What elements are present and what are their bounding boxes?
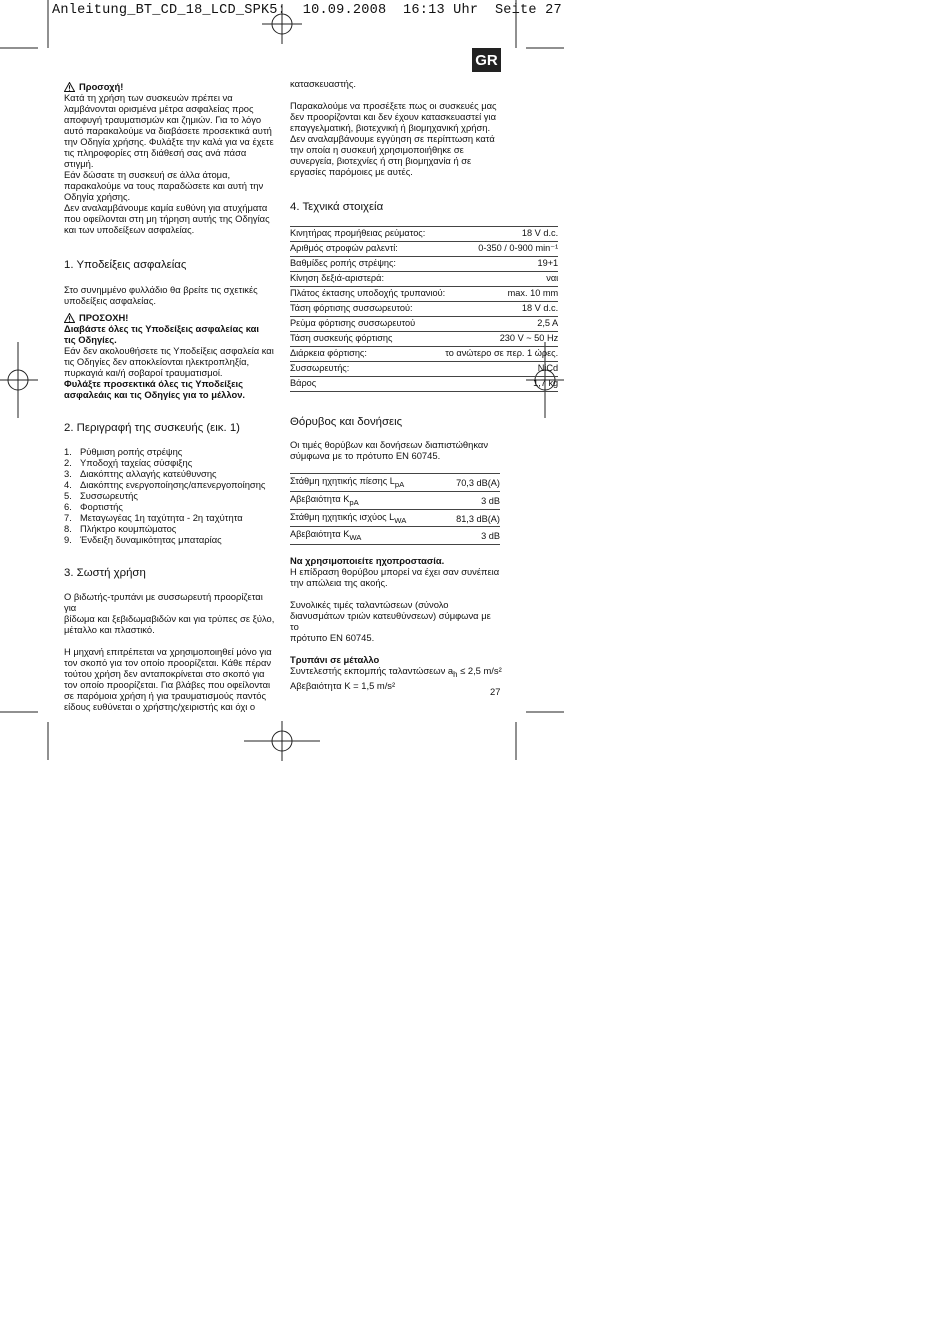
warning-bold-text [64,323,276,345]
text-line: τούτου χρήση δεν ανταποκρίνεται στο σκοπό για [64,668,265,679]
table-row: Κίνηση δεξιά-αριστερά: ναι [290,272,558,287]
section-3-para-2 [64,646,276,712]
list-item: 1. Ρύθμιση ροπής στρέψης [64,446,183,457]
warning-triangle-icon [64,313,75,323]
table-row: Στάθμη ηχητικής πίεσης $L_{pA}$ 70,3 dB(A) [290,474,500,492]
text-line: τον οποίο προορίζεται. Για βλάβες που οφείλονται [64,679,271,690]
text-line: αυτό παρακαλούμε να διαβάσετε προσεκτικά αυτή [64,125,272,136]
table-row: Διάρκεια φόρτισης: το ανώτερο σε περ. 1 ώρες. [290,347,558,362]
table-row: Βάρος 1,7 kg [290,377,558,392]
table-row: Αβεβαιότητα $K_{WA}$ 3 dB [290,527,500,545]
drill-uncertainty-line: Αβεβαιότητα K = 1,5 m/s² [290,680,396,692]
table-row: Αβεβαιότητα $K_{pA}$ 3 dB [290,491,500,509]
list-item: 6. Φορτιστής [64,501,123,512]
warning-heading [64,312,276,323]
text-line: που οφείλονται στη μη τήρηση αυτής της Οδηγίας [64,213,270,224]
registration-mark-left [0,342,38,418]
attention-text [64,92,276,235]
noise-intro [290,439,502,461]
warning-triangle-icon [64,82,75,92]
warning-keep-text [64,378,276,400]
continued-line: κατασκευαστής. [290,78,357,89]
list-item: 9. Ένδειξη δυναμικότητας μπαταρίας [64,534,222,545]
left-column [64,81,276,712]
section-3-title: 3. Σωστή χρήση [64,567,146,579]
page-number: 27 [490,686,501,697]
text-line: Εάν δεν ακολουθήσετε τις Υποδείξεις ασφαλεία και [64,345,274,356]
text-line: Συνολικές τιμές ταλαντώσεων (σύνολο [290,599,449,611]
table-row: Τάση φόρτισης συσσωρευτού: 18 V d.c. [290,302,558,317]
vibration-text [290,599,502,643]
text-line: μέταλλο και πλαστικό. [64,624,155,635]
text-line: την οποία η συσκευή χρησιμοποιήθηκε σε [290,144,464,155]
hearing-protection-note: Να χρησιμοποιείτε ηχοπροστασία. [290,555,445,567]
text-line: είδους ευθύνεται ο χρήστης/χειριστής και όχι ο [64,701,256,712]
text-line: Στο συνημμένο φυλλάδιο θα βρείτε τις σχετικές [64,284,258,295]
text-line: τις Οδηγίες. [64,334,117,345]
text-line: Εάν δώσατε τη συσκευή σε άλλα άτομα, [64,169,231,180]
text-line: διανυσμάτων τριών κατευθύνσεων) σύμφωνα με το [290,610,491,633]
table-row: Ρεύμα φόρτισης συσσωρευτού 2,5 A [290,317,558,332]
drill-metal-title: Τρυπάνι σε μέταλλο [290,654,380,666]
country-badge: GR [472,48,501,72]
text-line: σε παρόμοια χρήση ή για τραυματισμούς παντός [64,690,267,701]
section-1-title: 1. Υποδείξεις ασφαλείας [64,259,187,271]
text-line: δεν προορίζονται και δεν έχουν κατασκευαστεί για [290,111,497,122]
print-slug: Anleitung_BT_CD_18_LCD_SPK5: 10.09.2008 16:13 Uhr Seite 27 [52,3,562,18]
text-line: λαμβάνονται ορισμένα μέτρα ασφαλείας προς [64,103,254,114]
list-item: 7. Μεταγωγέας 1η ταχύτητα - 2η ταχύτητα [64,512,243,523]
table-row: Κινητήρας προμήθειας ρεύματος: 18 V d.c. [290,227,558,242]
text-line: Παρακαλούμε να προσέξετε πως οι συσκευές μας [290,100,497,111]
registration-mark-top [262,4,302,44]
table-row: Αριθμός στροφών ραλεντί: 0-350 / 0-900 min⁻¹ [290,242,558,257]
text-line: Κατά τη χρήση των συσκευών πρέπει να [64,92,233,103]
section-1-text [64,284,276,306]
list-item: 8. Πλήκτρο κουμπώματος [64,523,177,534]
text-line: Οι τιμές θορύβων και δονήσεων διαπιστώθηκαν [290,439,489,450]
text-line: ασφαλεάις και τις Οδηγίες για το μέλλον. [64,389,246,400]
text-line: πρότυπο EN 60745. [290,632,375,644]
section-2-title: 2. Περιγραφή της συσκευής (εικ. 1) [64,422,240,434]
text-line: αποφυγή τραυματισμών και ζημιών. Για το λόγο [64,114,262,125]
tech-specs-table [290,226,558,392]
text-line: σύμφωνα με το πρότυπο EN 60745. [290,450,441,461]
text-line: πυρκαγιά και/ή σοβαροί τραυματισμοί. [64,367,223,378]
text-line: Φυλάξτε προσεκτικά όλες τις Υποδείξεις [64,378,244,389]
list-item: 5. Συσσωρευτής [64,490,138,501]
parts-list [64,446,276,545]
text-line: επαγγελματική, βιοτεχνική ή βιομηχανική χρήση. [290,122,491,133]
text-line: την απώλεια της ακοής. [290,577,388,589]
text-line: τον σκοπό για τον οποίο προορίζεται. Κάθε πέραν [64,657,272,668]
text-line: Η μηχανή επιτρέπεται να χρησιμοποιηθεί μόνο για [64,646,272,657]
section-3-para-1 [64,591,276,635]
text-line: τις πληροφορίες στη διάθεσή σας ανά πάσα στιγμή. [64,147,247,169]
warning-title: ΠΡΟΣΟΧΗ! [79,312,129,323]
warranty-paragraph [290,100,502,177]
text-line: την Οδηγία χρήσης. Φυλάξτε την καλά για να έχετε [64,136,274,147]
text-line: Οδηγία χρήσης. [64,191,131,202]
noise-table [290,473,500,545]
text-line: βίδωμα και ξεβιδωμαβιδών και για τρύπες σε ξύλο, [64,613,275,624]
list-item: 4. Διακόπτης ενεργοποίησης/απενεργοποίησης [64,479,266,490]
list-item: 2. Υποδοχή ταχείας σύσφιξης [64,457,193,468]
table-row: Στάθμη ηχητικής ισχύος $L_{WA}$ 81,3 dB(A) [290,509,500,527]
text-line: Δεν αναλαμβάνουμε καμία ευθύνη για ατυχήματα [64,202,268,213]
text-line: παρακαλούμε να τους παραδώσετε και αυτή την [64,180,264,191]
table-row: Βαθμίδες ροπής στρέψης: 19+1 [290,257,558,272]
attention-title: Προσοχή! [79,81,124,92]
table-row: Τάση συσκευής φόρτισης 230 V ~ 50 Hz [290,332,558,347]
text-line: Η επίδραση θορύβου μπορεί να έχει σαν συνέπεια [290,566,500,578]
text-line: υποδείξεις ασφαλείας. [64,295,156,306]
text-line: Δεν αναλαμβάνουμε εγγύηση σε περίπτωση κατά [290,133,495,144]
text-line: και των υποδείξεων ασφαλείας. [64,224,195,235]
list-item: 3. Διακόπτης αλλαγής κατεύθυνσης [64,468,217,479]
text-line: Διαβάστε όλες τις Υποδείξεις ασφαλείας και [64,323,259,334]
text-line: τις Οδηγίες δεν αποκλείονται ηλεκτροπληξία, [64,356,250,367]
hearing-text [290,566,502,588]
drill-emission-line: Συντελεστής εκπομπής ταλαντώσεων $a_h \le 2,5$ m/s² [290,665,502,680]
section-4-title: 4. Τεχνικά στοιχεία [290,201,384,213]
attention-heading [64,81,276,92]
table-row: Συσσωρευτής: NiCd [290,362,558,377]
warning-text [64,345,276,378]
text-line: Ο βιδωτής-τρυπάνι με συσσωρευτή προορίζεται για [64,591,263,613]
text-line: εργασίες παρόμοιες με αυτές. [290,166,413,177]
noise-title: Θόρυβος και δονήσεις [290,416,403,428]
registration-mark-bottom [244,721,320,761]
text-line: συνεργεία, βιοτεχνίες ή στη βιομηχανία ή σε [290,155,472,166]
table-row: Πλάτος έκτασης υποδοχής τρυπανιού: max. 10 mm [290,287,558,302]
